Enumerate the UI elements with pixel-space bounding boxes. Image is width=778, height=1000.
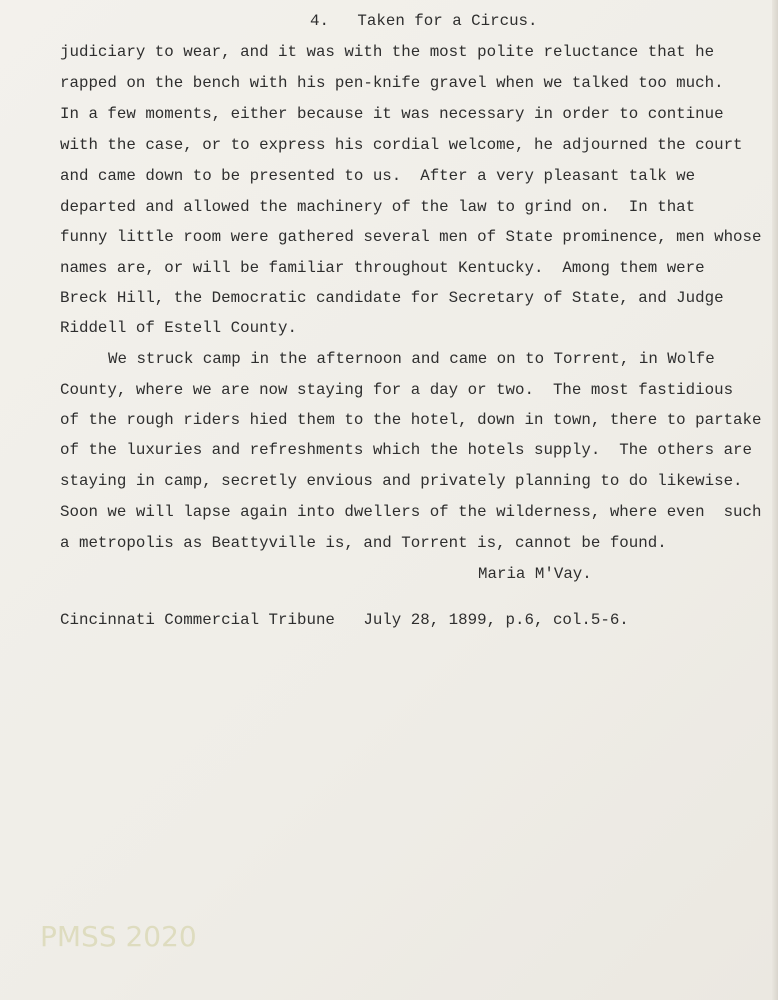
page-header: 4. Taken for a Circus. bbox=[310, 12, 538, 30]
signature: Maria M'Vay. bbox=[478, 565, 592, 583]
watermark: PMSS 2020 bbox=[40, 920, 197, 953]
text-line: Soon we will lapse again into dwellers of the wilderness, where even such bbox=[60, 503, 762, 521]
text-line: and came down to be presented to us. After a very pleasant talk we bbox=[60, 167, 696, 185]
text-line: rapped on the bench with his pen-knife gravel when we talked too much. bbox=[60, 74, 724, 92]
text-line: of the rough riders hied them to the hotel, down in town, there to partake bbox=[60, 411, 762, 429]
text-line: Riddell of Estell County. bbox=[60, 319, 297, 337]
text-line: We struck camp in the afternoon and came on to Torrent, in Wolfe bbox=[108, 350, 715, 368]
text-line: names are, or will be familiar throughout Kentucky. Among them were bbox=[60, 259, 705, 277]
text-line: funny little room were gathered several men of State prominence, men whose bbox=[60, 228, 762, 246]
text-line: judiciary to wear, and it was with the most polite reluctance that he bbox=[60, 43, 715, 61]
text-line: County, where we are now staying for a day or two. The most fastidious bbox=[60, 381, 734, 399]
text-line: a metropolis as Beattyville is, and Torrent is, cannot be found. bbox=[60, 534, 667, 552]
text-line: with the case, or to express his cordial welcome, he adjourned the court bbox=[60, 136, 743, 154]
citation: Cincinnati Commercial Tribune July 28, 1899, p.6, col.5-6. bbox=[60, 611, 629, 629]
text-line: Breck Hill, the Democratic candidate for Secretary of State, and Judge bbox=[60, 289, 724, 307]
paper-edge bbox=[772, 0, 778, 1000]
text-line: staying in camp, secretly envious and privately planning to do likewise. bbox=[60, 472, 743, 490]
text-line: of the luxuries and refreshments which the hotels supply. The others are bbox=[60, 441, 753, 459]
text-line: departed and allowed the machinery of the law to grind on. In that bbox=[60, 198, 696, 216]
text-line: In a few moments, either because it was necessary in order to continue bbox=[60, 105, 724, 123]
